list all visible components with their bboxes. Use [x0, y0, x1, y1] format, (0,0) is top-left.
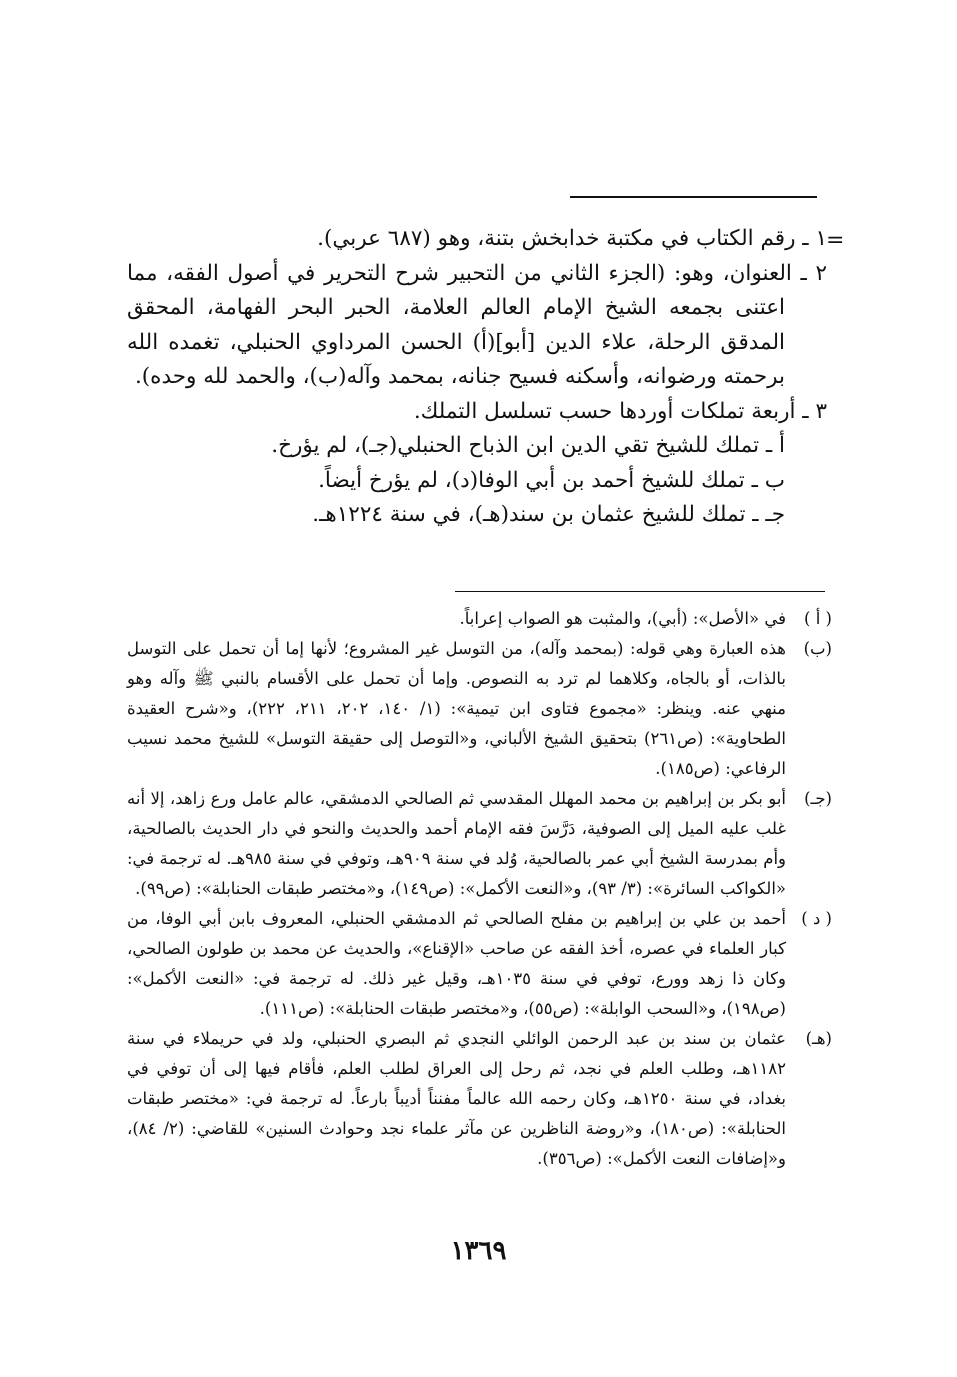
footnote-mark: (جـ): [804, 789, 832, 808]
item-3a: أ ـ تملك للشيخ تقي الدين ابن الذباح الحنبلي(جـ)، لم يؤرخ.: [271, 433, 785, 458]
footnote-mark: ( أ ): [804, 609, 832, 628]
footnote-mark: (ب): [803, 639, 832, 658]
footnote-text: أبو بكر بن إبراهيم بن محمد المهلل المقدسي ثم الصالحي الدمشقي، عالم عامل ورع زاهد، إلا أنه غلب عليه الميل إلى الصوفية، دَرَّسَ فقه الإمام أحمد والحديث والنحو في دار الحديث بالصالحية، وأم بمدرسة الشيخ أبي عمر بالصالحية، وُلد في سنة ٩٠٩هـ، وتوفي في سنة ٩٨٥هـ. له ترجمة في: «الكواكب السائرة»: (٣/ ٩٣)، و«النعت الأكمل»: (ص١٤٩)، و«مختصر طبقات الحنابلة»: (ص٩٩).: [127, 789, 786, 898]
footnote-j: [127, 784, 832, 904]
footnote-text: أحمد بن علي بن إبراهيم بن مفلح الصالحي ثم الدمشقي الحنبلي، المعروف بابن أبي الوفا، من كبار العلماء في عصره، أخذ الفقه عن صاحب «الإقناع»، والحديث عن محمد بن طولون الصالحي، وكان ذا زهد وورع، توفي في سنة ١٠٣٥هـ، وقيل غير ذلك. له ترجمة في: «النعت الأكمل»: (ص١٩٨)، و«السحب الوابلة»: (ص٥٥)، و«مختصر طبقات الحنابلة»: (ص١١١).: [127, 909, 786, 1018]
item-3: ٣ ـ أربعة تملكات أوردها حسب تسلسل التملك.: [413, 398, 827, 424]
footnotes: [127, 604, 832, 1174]
item-1: ١ ـ رقم الكتاب في مكتبة خدابخش بتنة، وهو (٦٨٧ عربي).: [317, 226, 827, 251]
top-divider: [570, 196, 817, 198]
footnote-text: عثمان بن سند بن عبد الرحمن الوائلي النجدي ثم البصري الحنبلي، ولد في حريملاء في سنة ١١٨٢هـ، وطلب العلم في نجد، ثم رحل إلى العراق لطلب العلم، فأقام فيها إلى أن توفي في بغداد، في سنة ١٢٥٠هـ، وكان رحمه الله عالماً مفنناً أديباً بارعاً. له ترجمة في: «مختصر طبقات الحنابلة»: (ص١٨٠)، و«روضة الناظرين عن مآثر علماء نجد وحوادث السنين» للقاضي: (٢/ ٨٤)، و«إضافات النعت الأكمل»: (ص٣٥٦).: [127, 1029, 787, 1168]
footnote-mark: ( د ): [801, 909, 832, 928]
footnote-d: [127, 904, 832, 1024]
footnote-mark: (هـ): [805, 1029, 832, 1048]
footnote-text: في «الأصل»: (أبي)، والمثبت هو الصواب إعراباً.: [459, 609, 786, 628]
page-number: ١٣٦٩: [450, 1236, 507, 1266]
footnote-divider: [455, 591, 825, 592]
continuation-mark: =: [826, 228, 845, 253]
item-3c: جـ ـ تملك للشيخ عثمان بن سند(هـ)، في سنة ١٢٢٤هـ.: [312, 502, 785, 527]
item-3b: ب ـ تملك للشيخ أحمد بن أبي الوفا(د)، لم يؤرخ أيضاً.: [318, 467, 785, 493]
item-2: ٢ ـ العنوان، وهو: (الجزء الثاني من التحبير شرح التحرير في أصول الفقه، مما اعتنى بجمعه الشيخ الإمام العالم العلامة، الحبر البحر الفهامة، المحقق المدقق الرحلة، علاء الدين [أبو](أ) الحسن المرداوي الحنبلي، تغمده الله برحمته ورضوانه، وأسكنه فسيح جنانه، بمحمد وآله(ب)، والحمد لله وحده).: [127, 260, 827, 389]
footnote-b: [127, 634, 832, 784]
footnote-text: هذه العبارة وهي قوله: (بمحمد وآله)، من التوسل غير المشروع؛ لأنها إما أن تحمل على التوسل بالذات، أو بالجاه، وكلاهما لم ترد به النصوص. وإما أن تحمل على الأقسام بالنبي ﷺ وآله وهو منهي عنه. وينظر: «مجموع فتاوى ابن تيمية»: (١/ ١٤٠، ٢٠٢، ٢١١، ٢٢٢)، و«شرح العقيدة الطحاوية»: (ص٢٦١) بتحقيق الشيخ الألباني، و«التوصل إلى حقيقة التوسل» للشيخ محمد نسيب الرفاعي: (ص١٨٥).: [127, 639, 786, 778]
main-text: [127, 222, 827, 533]
footnote-a: [127, 604, 832, 634]
footnote-h: [127, 1024, 832, 1174]
